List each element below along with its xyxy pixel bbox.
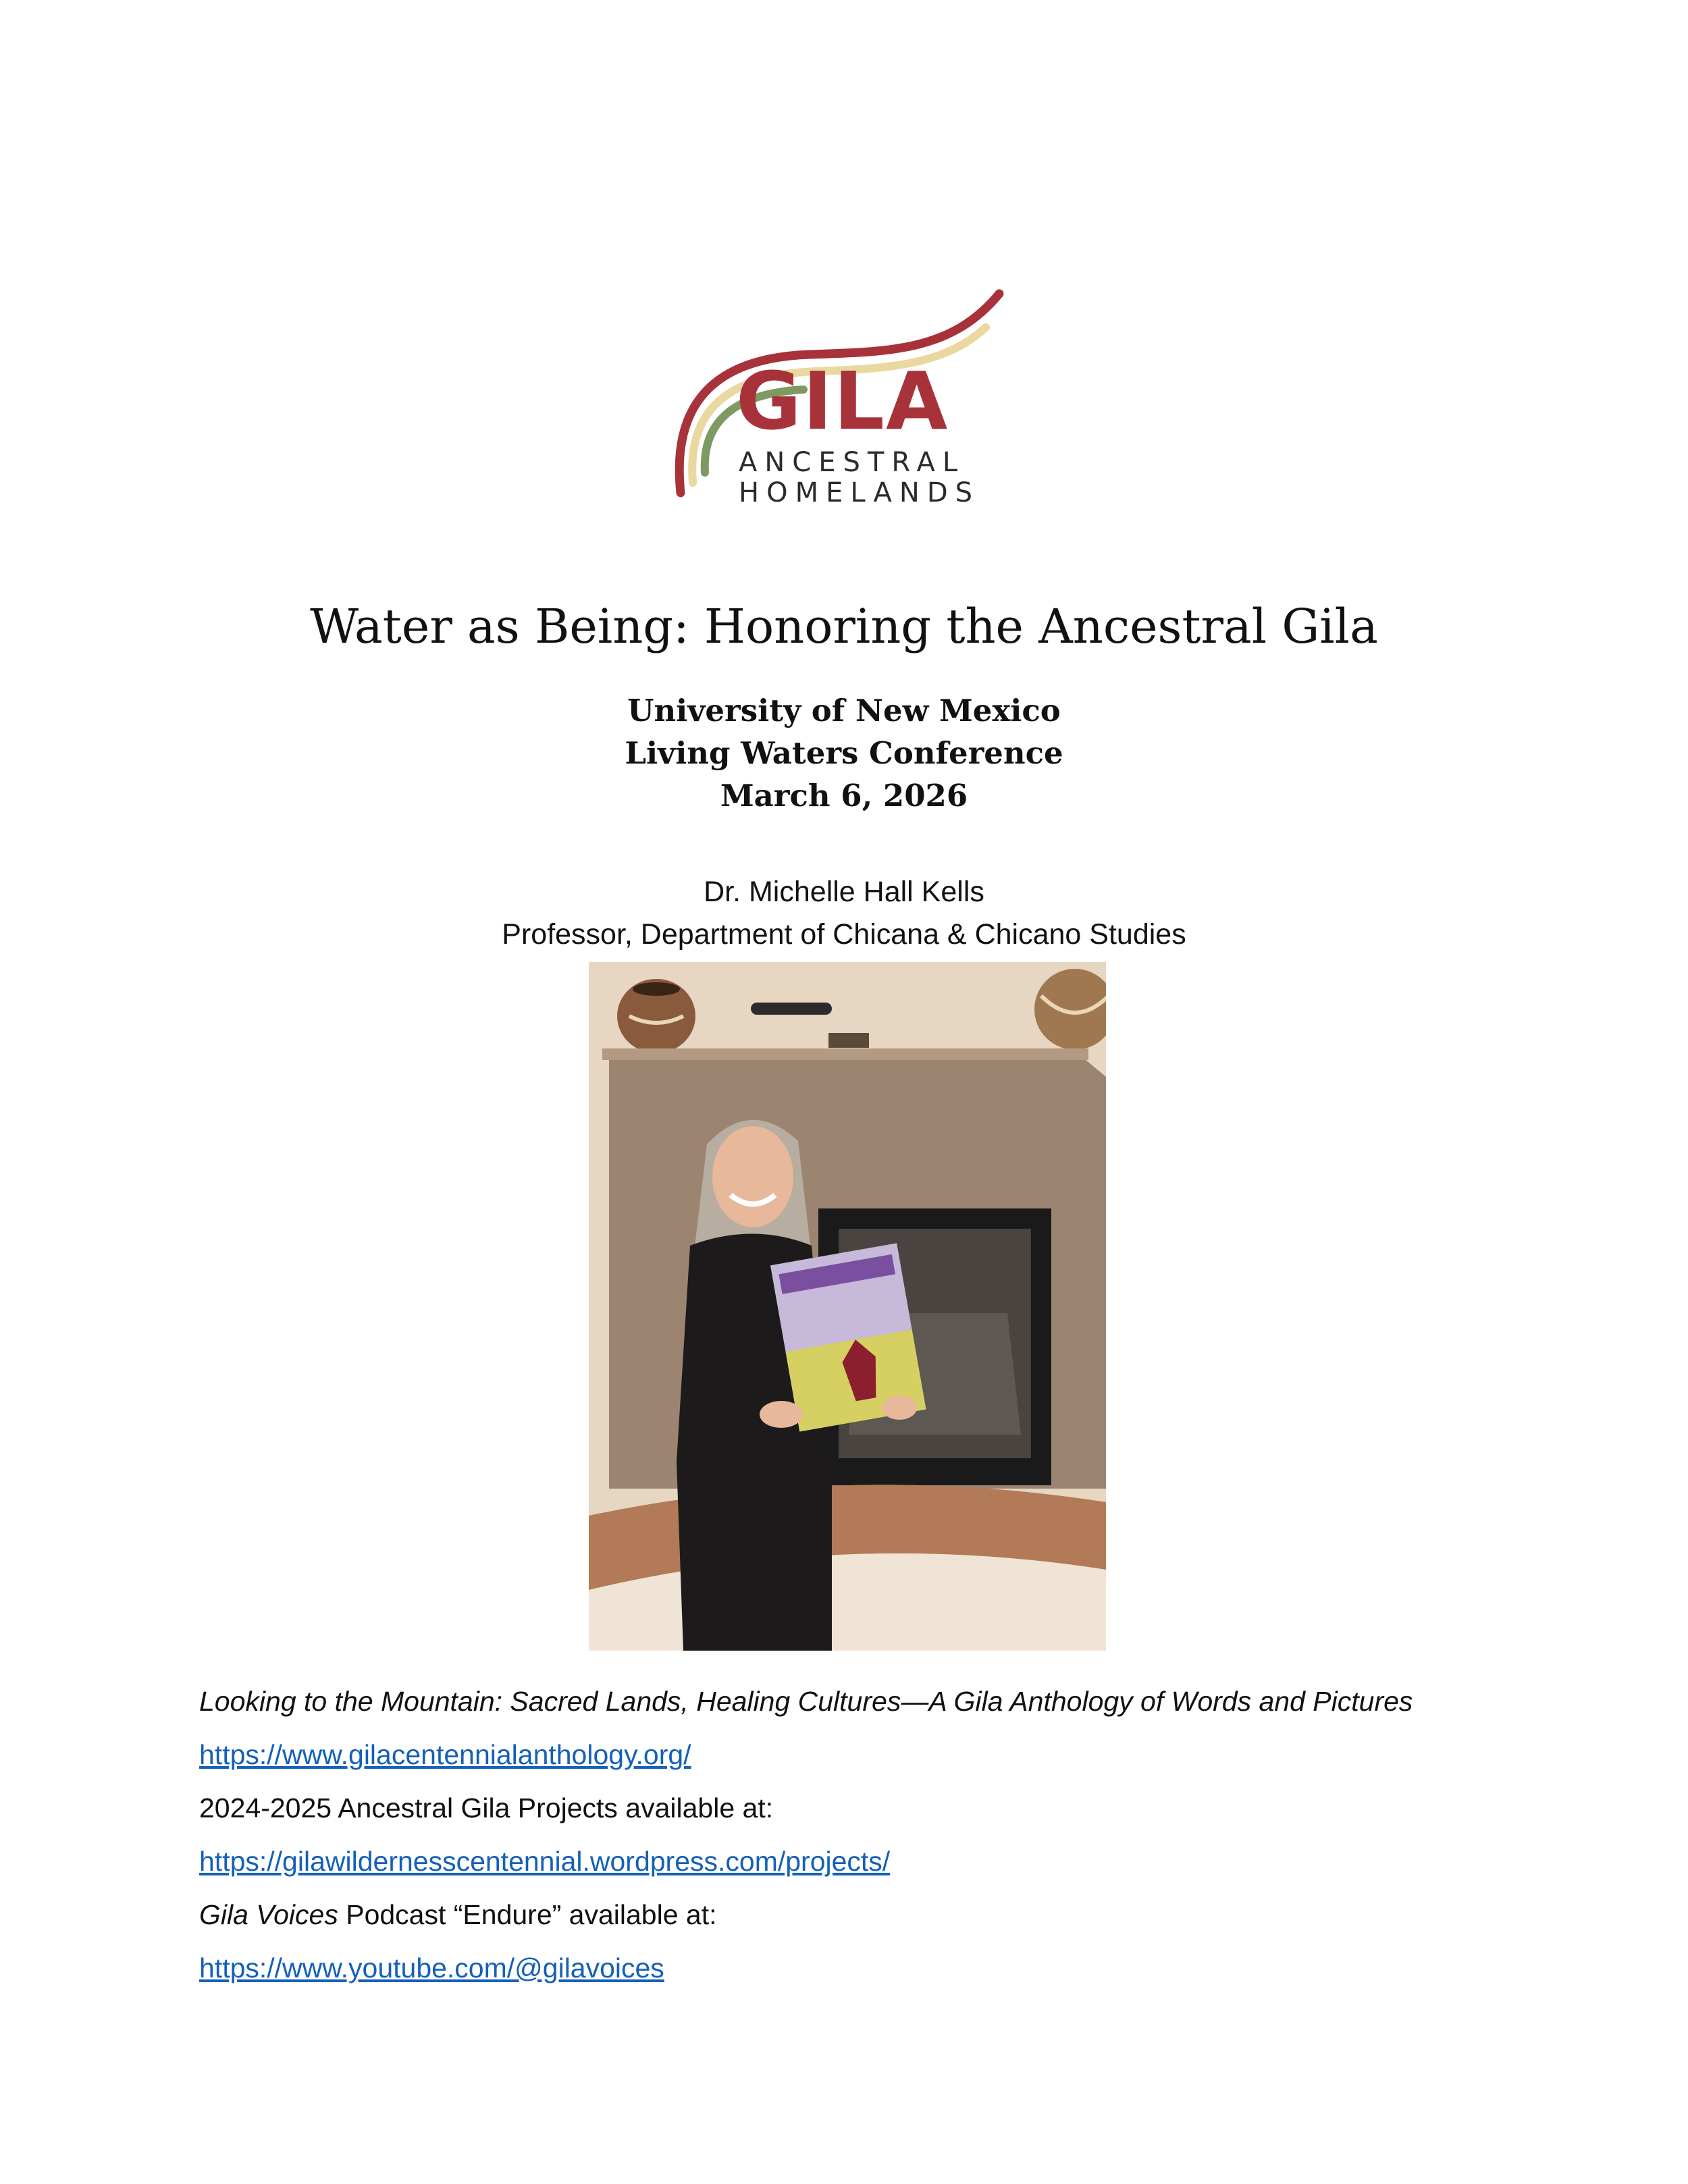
book-link[interactable]: https://www.gilacentennialanthology.org/ <box>199 1739 691 1770</box>
gila-logo <box>668 287 1020 508</box>
author-name: Dr. Michelle Hall Kells <box>704 876 984 908</box>
photo-illustration <box>589 962 1106 1651</box>
podcast-name: Gila Voices <box>199 1899 338 1930</box>
podcast-description: Podcast “Endure” available at: <box>338 1899 717 1930</box>
podcast-link[interactable]: https://www.youtube.com/@gilavoices <box>199 1952 664 1983</box>
book-title: Looking to the Mountain: Sacred Lands, Healing Cultures—A Gila Anthology of Words and Pictures <box>199 1686 1413 1717</box>
logo-line-ancestral: ANCESTRAL <box>739 447 966 478</box>
event-conference: Living Waters Conference <box>625 735 1063 771</box>
author-photo <box>589 962 1106 1651</box>
event-date: March 6, 2026 <box>720 778 968 814</box>
author-position: Professor, Department of Chicana & Chicano Studies <box>502 918 1186 951</box>
projects-link[interactable]: https://gilawildernesscentennial.wordpress.com/projects/ <box>199 1846 891 1877</box>
projects-label: 2024-2025 Ancestral Gila Projects available at: <box>199 1792 774 1823</box>
logo-line-homelands: HOMELANDS <box>739 477 980 508</box>
page-title: Water as Being: Honoring the Ancestral Gila <box>310 599 1378 654</box>
logo-wordmark: GILA <box>736 354 949 448</box>
podcast-label <box>199 1901 717 1929</box>
event-institution: University of New Mexico <box>627 693 1061 728</box>
